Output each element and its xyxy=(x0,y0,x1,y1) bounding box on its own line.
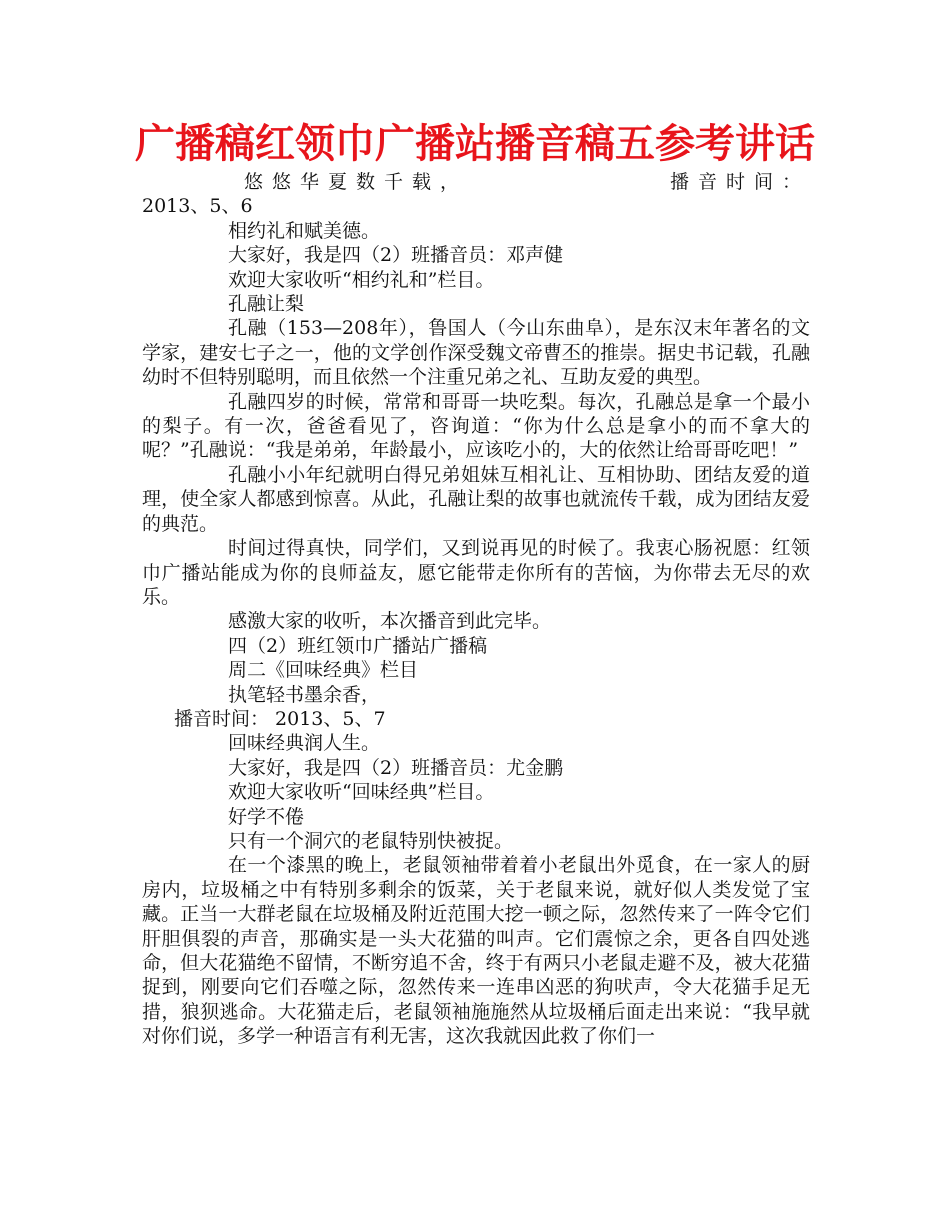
document-body xyxy=(142,170,810,1049)
paragraph: 执笔轻书墨余香， xyxy=(228,683,381,706)
paragraph: 在一个漆黑的晚上，老鼠领袖带着着小老鼠出外觅食，在一家人的厨房内，垃圾桶之中有特别多剩余的饭菜，关于老鼠来说，就好似人类发觉了宝藏。正当一大群老鼠在垃圾桶及附近范围大挖一顿之际，忽然传来了一阵令它们肝胆俱裂的声音，那确实是一头大花猫的叫声。它们震惊之余，更各自四处逃命，但大花猫绝不留情，不断穷追不舍，终于有两只小老鼠走避不及，被大花猫捉到，刚要向它们吞噬之际，忽然传来一连串凶恶的狗吠声，令大花猫手足无措，狼狈逃命。大花猫走后，老鼠领袖施施然从垃圾桶后面走出来说：“我早就对你们说，多学一种语言有利无害，这次我就因此救了你们一 xyxy=(142,854,810,1048)
broadcast-time-line: 播音时间： 2013、5、7 xyxy=(174,707,386,730)
paragraph: 欢迎大家收听“回味经典”栏目。 xyxy=(228,781,495,804)
paragraph: 大家好，我是四（2）班播音员：邓声健 xyxy=(228,244,564,267)
paragraph: 大家好，我是四（2）班播音员：尤金鹏 xyxy=(228,756,564,779)
header-date: 2013、5、6 xyxy=(142,195,253,218)
paragraph: 时间过得真快，同学们，又到说再见的时候了。我衷心肠祝愿：红领巾广播站能成为你的良师益友，愿它能带走你所有的苦恼，为你带去无尽的欢乐。 xyxy=(142,537,810,608)
paragraph: 孔融四岁的时候，常常和哥哥一块吃梨。每次，孔融总是拿一个最小的梨子。有一次，爸爸看见了，咨询道：“你为什么总是拿小的而不拿大的呢？”孔融说：“我是弟弟，年龄最小，应该吃小的，大的依然让给哥哥吃吧！” xyxy=(142,390,810,462)
paragraph: 感激大家的收听，本次播音到此完毕。 xyxy=(228,610,552,633)
paragraph: 欢迎大家收听“相约礼和”栏目。 xyxy=(228,268,495,291)
paragraph: 周二《回味经典》栏目 xyxy=(228,659,419,682)
paragraph: 四（2）班红领巾广播站广播稿 xyxy=(228,634,488,657)
header-poem: 悠悠华夏数千载， xyxy=(244,171,469,193)
paragraph: 只有一个洞穴的老鼠特别快被捉。 xyxy=(228,829,514,852)
paragraph: 孔融（153—208年），鲁国人（今山东曲阜），是东汉末年著名的文学家，建安七子之一，他的文学创作深受魏文帝曹丕的推崇。据史书记载，孔融幼时不但特别聪明，而且依然一个注重兄弟之礼、互助友爱的典型。 xyxy=(142,317,810,389)
document-title: 广播稿红领巾广播站播音稿五参考讲话 xyxy=(135,121,815,167)
header-line xyxy=(142,170,810,194)
header-time-label: 播音时间： xyxy=(669,171,810,193)
section-heading: 好学不倦 xyxy=(228,805,305,828)
paragraph: 回味经典润人生。 xyxy=(228,732,381,755)
paragraph: 孔融小小年纪就明白得兄弟姐妹互相礼让、互相协助、团结友爱的道理，使全家人都感到惊喜。从此，孔融让梨的故事也就流传千载，成为团结友爱的典范。 xyxy=(142,463,810,535)
section-heading: 孔融让梨 xyxy=(228,293,305,316)
paragraph: 相约礼和赋美德。 xyxy=(228,219,381,242)
